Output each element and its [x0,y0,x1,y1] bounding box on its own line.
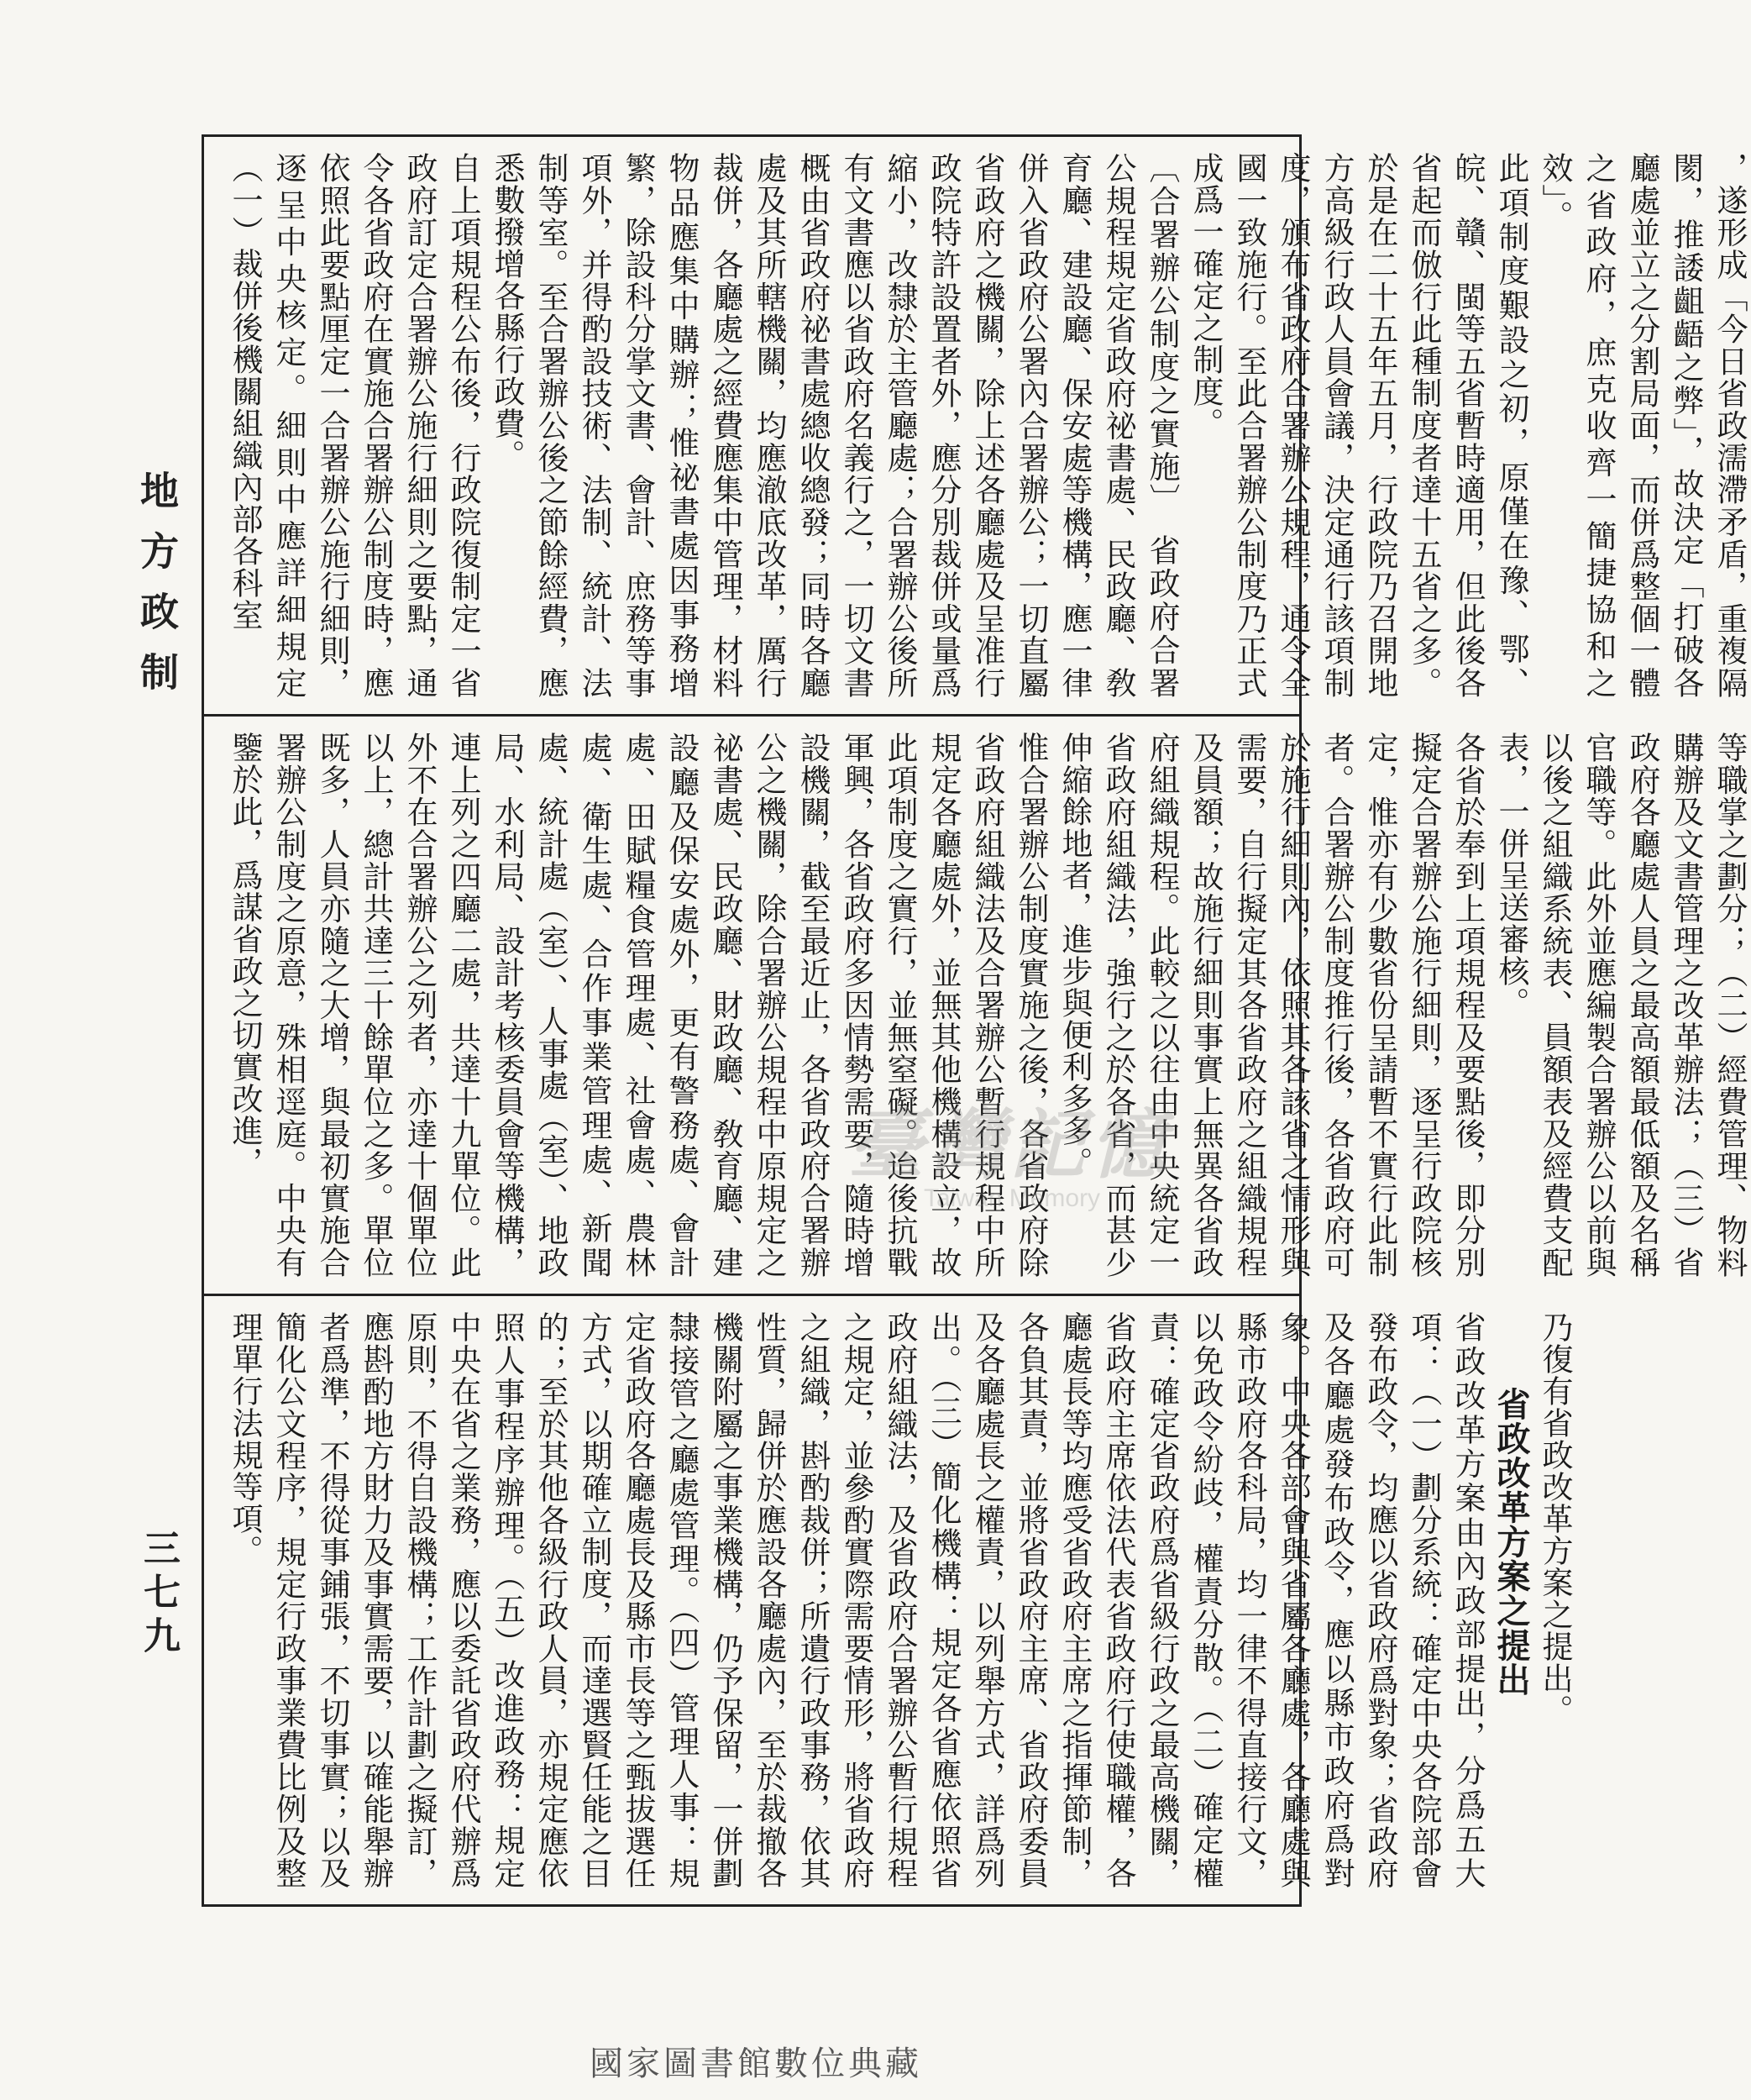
paragraph: 〔合署辦公制度之實施〕 省政府合署公規程規定省政府祕書處、民政廳、敎育廳、建設廳、保安處等機構，應一律併入省政府公署內合署辦公；一切直屬省政府之機關，除上述各廳處及呈准行政院特許設置者外，應分別裁併或量爲縮小，改隸於主管廳處；合署辦公後所有文書應以省政府名義行之，一切文書概由省政府祕書處總收總發；同時各廳處及其所轄機關，均應澈底改革，厲行裁併，各廳處之經費應集中管理，材料物品應集中購辦；惟祕書處因事務增繁，除設科分掌文書、會計、庶務等事項外，并得酌設技術、法制、統計、法制等室。至合署辦公後之節餘經費，應悉數撥增各縣行政費。 [489,152,1180,699]
paragraph-lead: 乃復有省政改革方案之提出。 [1537,1311,1573,1726]
page-number: 三七九 [137,1529,180,1660]
running-title: 地方政制 [134,470,180,712]
paragraph: 各省於奉到上項規程及要點後，即分別擬定合署辦公施行細則，逐呈行政院核定，惟亦有少數省份呈請暫不實行此制者。合署辦公制度推行後，各省政府可於施行細則內，依照其各該省之情形與需要，自行擬定其各省政府之組織規程及員額；故施行細則事實上無異各省政府組織規程。此較之以往由中央統定一省政府組織法，強行之於各省，而甚少伸縮餘地者，進步與便利多多。 [1056,732,1486,1278]
paragraph: 此項制度艱設之初，原僅在豫、鄂、皖、贛、閩等五省暫時適用，但此後各省起而倣行此種制度者達十五省之多。於是在二十五年五月，行政院乃召開地方高級行政人員會議，決定通行該項制度，頒布省政府合署辦公規程，通令全國一致施行。至此合署辦公制度乃正式成爲一確定之制度。 [1187,152,1529,699]
paragraph: 自上項規程公布後，行政院復制定一省政府訂定合署辦公施行細則之要點，通令各省政府在實施合署辦公制度時，應依照此要點厘定一合署辦公施行細則，逐呈中央核定。細則中應詳細規定（一）裁併後機關組織內部各科室 [227,152,481,699]
paragraph: 惟合署辦公制度實施之後，各省政府除省政府組織法及合署辦公暫行規程中所規定各廳處外，並無其他機構設立，故此項制度之實行，並無窒礙。迨後抗戰軍興，各省政府多因情勢需要，隨時增設機關，截至最近止，各省政府合署辦公之機關，除合署辦公規程中原規定之祕書處、民政廳、財政廳、敎育廳、建設廳及保安處外，更有警務處、會計處、田賦糧食管理處、社會處、農林處、衛生處、合作事業管理處、新聞處、統計處（室）、人事處（室）、地政局、水利局、設計考核委員會等機構，連上列之四廳二處，共達十九單位。此外不在合署辦公之列者，亦達十個單位以上，總計共達三十餘單位之多。單位既多，人員亦隨之大增，與最初實施合署辦公制度之原意，殊相逕庭。中央有鑒於此，爲謀省政之切實改進， [227,732,1049,1278]
paragraph: 等職掌之劃分；（二）經費管理、物料購辦及文書管理之改革辦法；（三）省政府各廳處人員之最高額最低額及名稱官職等。此外並應編製合署辦公以前與以後之組織系統表、員額表及經費支配表，一併呈送審核。 [1493,732,1748,1278]
paragraph: 省政改革方案由內政部提出，分爲五大項：（一）劃分系統：確定中央各院部會發布政令，均應以省政府爲對象；省政府及各廳處發布政令，應以縣市政府爲對象。中央各部會與省屬各廳處，各廳處與縣市政府各科局，均一律不得直接行文，以免政令紛歧，權責分散。（二）確定權責：確定省政府爲省級行政之最高機關，省政府主席依法代表省政府行使職權，各廳處長等均應受省政府主席之指揮節制，各負其責，並將省政府主席、省政府委員及各廳處長之權責，以列舉方式，詳爲列出。（三）簡化機構：規定各省應依照省政府組織法，及省政府合署辦公暫行規程之規定，並參酌實際需要情形，將省政府之組織，斟酌裁併；所遺行政事務，依其性質，歸併於應設各廳處內，至於裁撤各機關附屬之事業機構，仍予保留，一併劃隸接管之廳處管理。（四）管理人事：規定省政府各廳處長及縣市長等之甄拔選任方式，以期確立制度，而達選賢任能之目的；至於其他各級行政人員，亦規定應依照人事程序辦理。（五）改進政務：規定中央在省之業務，應以委託省政府代辦爲原則，不得自設機構；工作計劃之擬訂，應斟酌地方財力及事實需要，以確能舉辦者爲準，不得從事鋪張，不切事實；以及簡化公文程序，規定行政事業費比例及整理單行法規等項。 [227,1311,1486,1889]
footer-archive-label: 國家圖書館數位典藏 [590,2045,922,2083]
vertical-text-block [223,732,1751,1278]
text-frame [202,134,1748,1907]
text-panel-middle [204,717,1748,1296]
section-heading: 省政改革方案之提出 [1491,1387,1531,1697]
paragraph: ，遂形成「今日省政濡滯矛盾，重複隔閡，推諉齟齬之弊」，故決定「打破各廳處並立之分割局面，而併爲整個一體之省政府，庶克收齊一簡捷協和之效」。 [1537,152,1748,699]
vertical-text-block [223,152,1751,699]
vertical-text-block [223,1311,1576,1889]
text-panel-top [204,137,1748,717]
watermark-english: Taiwan Memory [924,1184,1101,1212]
watermark-script: 臺灣記憶 [848,1100,1171,1189]
text-panel-bottom [204,1296,1573,1904]
